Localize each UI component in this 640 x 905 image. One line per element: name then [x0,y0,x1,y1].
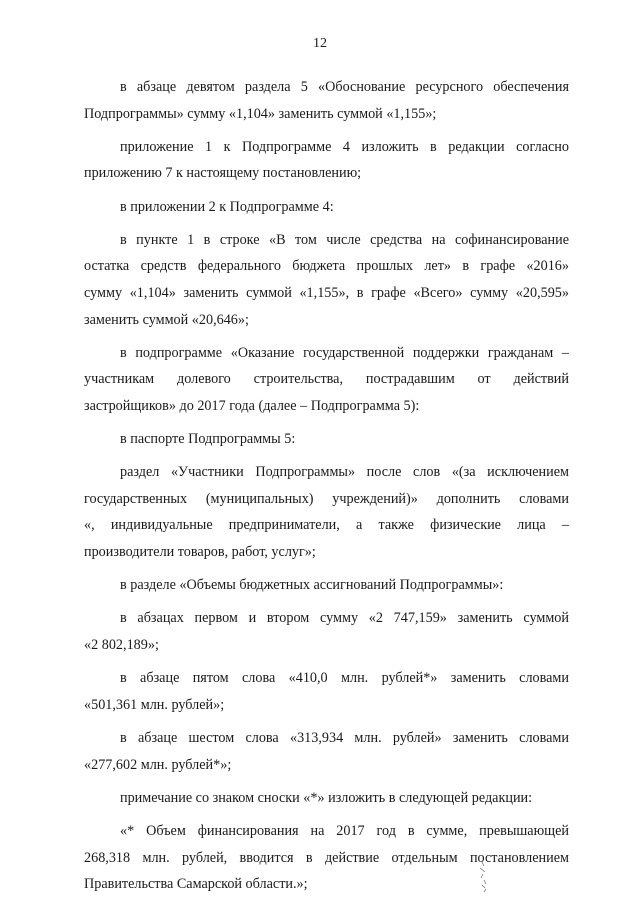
paragraph-line: примечание со знаком сноски «*» изложить в следующей редакции: [120,789,533,806]
page-number: 12 [313,36,327,51]
paragraph [84,725,569,778]
paragraph-line: в разделе «Объемы бюджетных ассигнований Подпрограммы»: [120,577,504,594]
paragraph [84,134,569,187]
paragraph [84,459,569,565]
paragraph [84,74,569,127]
paragraph-line: приложение 1 к Подпрограмме 4 изложить в редакции согласно [120,138,569,155]
paragraph-line: Подпрограммы» сумму «1,104» заменить суммой «1,155»; [84,105,437,122]
paragraph-line: «277,602 млн. рублей*»; [84,756,232,773]
paragraph [84,426,569,453]
paragraph [84,665,569,718]
paragraph-line: «501,361 млн. рублей»; [84,696,225,713]
paragraph-line: 268,318 млн. рублей, вводится в действие отдельным постановлением [84,849,569,866]
paragraph [84,605,569,658]
paragraph-line: в абзаце шестом слова «313,934 млн. рублей» заменить словами [120,730,569,746]
paragraph-line: в приложении 2 к Подпрограмме 4: [120,198,334,215]
paragraph-line: участникам долевого строительства, пострадавшим от действий [84,371,569,388]
paragraph-line: производители товаров, работ, услуг»; [84,544,316,561]
paragraph-line: «, индивидуальные предприниматели, а также физические лица – [84,517,569,534]
paragraph-line: в пункте 1 в строке «В том числе средства на софинансирование [120,231,569,248]
paragraph-line: застройщиков» до 2017 года (далее – Подпрограмма 5): [84,397,420,414]
paragraph-line: в паспорте Подпрограммы 5: [120,431,296,448]
paragraph-line: раздел «Участники Подпрограммы» после слов «(за исключением [120,464,569,481]
paragraph-line: в абзаце пятом слова «410,0 млн. рублей*» заменить словами [120,670,569,687]
paragraph [84,818,569,898]
paragraph-line: «2 802,189»; [84,637,159,654]
document-body [84,74,569,904]
paragraph [84,227,569,333]
paragraph [84,194,569,221]
paragraph [84,785,569,812]
handwritten-mark [476,860,492,894]
paragraph [84,340,569,420]
paragraph-line: Правительства Самарской области.»; [84,876,308,893]
paragraph-line: приложению 7 к настоящему постановлению; [84,165,362,182]
paragraph-line: в абзацах первом и втором сумму «2 747,159» заменить суммой [120,610,569,627]
paragraph [84,572,569,599]
paragraph-line: в подпрограмме «Оказание государственной поддержки гражданам – [120,344,569,361]
paragraph-line: остатка средств федерального бюджета прошлых лет» в графе «2016» [84,258,569,275]
paragraph-line: «* Объем финансирования на 2017 год в сумме, превышающей [120,822,569,839]
paragraph-line: государственных (муниципальных) учреждений)» дополнить словами [84,490,569,507]
paragraph-line: сумму «1,104» заменить суммой «1,155», в графе «Всего» сумму «20,595» [84,284,569,301]
paragraph-line: в абзаце девятом раздела 5 «Обоснование ресурсного обеспечения [120,79,569,95]
paragraph-line: заменить суммой «20,646»; [84,311,249,328]
